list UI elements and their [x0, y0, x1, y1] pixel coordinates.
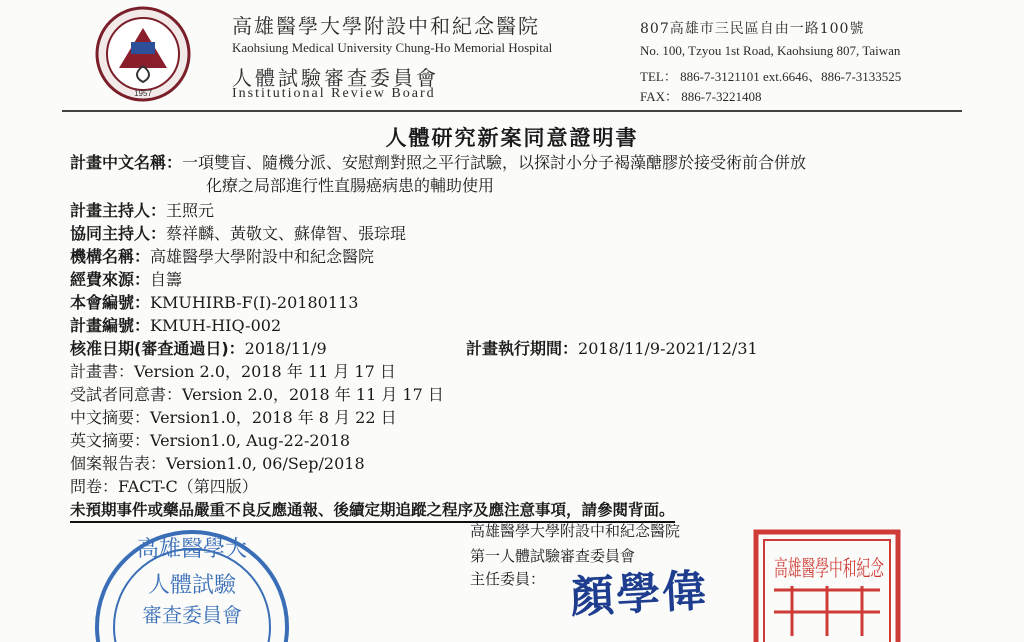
chair-signature: 顏學偉: [568, 565, 710, 624]
pi-value: 王照元: [166, 201, 215, 220]
plan-name-line2: 化療之局部進行性直腸癌病患的輔助使用: [206, 176, 495, 195]
execution-period-value: 2018/11/9-2021/12/31: [578, 339, 758, 358]
pi-row: [70, 200, 214, 222]
protocol-version: 計畫書：Version 2.0，2018 年 11 月 17 日: [70, 362, 396, 381]
address-en: No. 100, Tzyou 1st Road, Kaohsiung 807, Taiwan: [640, 43, 901, 58]
institution-label: 機構名稱：: [70, 247, 151, 266]
funding-label: 經費來源：: [70, 270, 151, 289]
institution-row: [70, 246, 374, 268]
hospital-emblem-icon: [95, 6, 191, 102]
irb-number-label: 本會編號：: [70, 293, 151, 312]
irb-number-value: KMUHIRB-F(I)-20180113: [150, 293, 359, 312]
red-seal-glyphs: [774, 557, 885, 582]
case-report-form-version: 個案報告表：Version1.0, 06/Sep/2018: [70, 454, 365, 473]
chinese-abstract-version: 中文摘要：Version1.0，2018 年 8 月 22 日: [70, 408, 397, 427]
signature-chair-label: 主任委員：: [470, 570, 546, 588]
irb-name-en: Institutional Review Board: [232, 86, 436, 101]
funding-row: [70, 269, 182, 291]
fax: FAX： 886-7-3221408: [640, 89, 762, 104]
header-divider: [62, 110, 962, 112]
co-pi-row: [70, 223, 406, 245]
signature-hospital: 高雄醫學大學附設中和紀念醫院: [470, 522, 681, 540]
funding-value: 自籌: [150, 270, 183, 289]
irb-number-row: [70, 292, 358, 314]
logo-year: 1957: [134, 89, 152, 98]
blue-seal-top-text: 高雄醫學大: [136, 537, 248, 562]
plan-number-row: [70, 315, 281, 337]
approval-date-row: [70, 338, 327, 360]
plan-name-label: 計畫中文名稱：: [70, 153, 183, 172]
adverse-event-note: 未預期事件或藥品嚴重不良反應通報、後續定期追蹤之程序及應注意事項，請參閱背面。: [70, 498, 675, 523]
blue-seal-bottom-text: 審查委員會: [142, 603, 242, 627]
execution-period-row: [466, 338, 758, 360]
document-title: 人體研究新案同意證明書: [385, 125, 639, 150]
english-abstract-version: 英文摘要：Version1.0, Aug-22-2018: [70, 431, 351, 450]
questionnaire-version: 問卷：FACT-C（第四版）: [70, 477, 258, 496]
blue-seal-mid-text: 人體試驗: [147, 573, 237, 598]
irb-blue-seal: [92, 522, 292, 642]
plan-name-line1: 一項雙盲、隨機分派、安慰劑對照之平行試驗，以探討小分子褐藻醣膠於接受術前合併放: [182, 153, 807, 172]
pi-label: 計畫主持人：: [70, 201, 167, 220]
red-seal-text: 高雄醫學中和紀念: [774, 557, 885, 582]
hospital-name-en: Kaohsiung Medical University Chung-Ho Memorial Hospital: [232, 40, 553, 55]
co-pi-label: 協同主持人：: [70, 224, 167, 243]
hospital-name-cn: 高雄醫學大學附設中和紀念醫院: [232, 14, 540, 38]
signature-committee: 第一人體試驗審查委員會: [470, 547, 636, 565]
approval-date-value: 2018/11/9: [244, 339, 327, 358]
consent-form-version: 受試者同意書：Version 2.0，2018 年 11 月 17 日: [70, 385, 444, 404]
approval-date-label: 核准日期(審查通過日)：: [70, 339, 245, 358]
address-cn: 807高雄市三民區自由一路100號: [640, 21, 865, 37]
plan-name-row: [70, 152, 806, 174]
irb-name-cn: 人體試驗審查委員會: [232, 66, 439, 90]
telephone: TEL： 886-7-3121101 ext.6646、886-7-3133525: [640, 69, 902, 84]
institution-value: 高雄醫學大學附設中和紀念醫院: [150, 247, 375, 266]
hospital-red-seal: [752, 528, 902, 638]
plan-number-label: 計畫編號：: [70, 316, 151, 335]
co-pi-value: 蔡祥麟、黃敬文、蘇偉智、張琮琨: [166, 224, 407, 243]
execution-period-label: 計畫執行期間：: [466, 339, 579, 358]
plan-number-value: KMUH-HIQ-002: [150, 316, 282, 335]
